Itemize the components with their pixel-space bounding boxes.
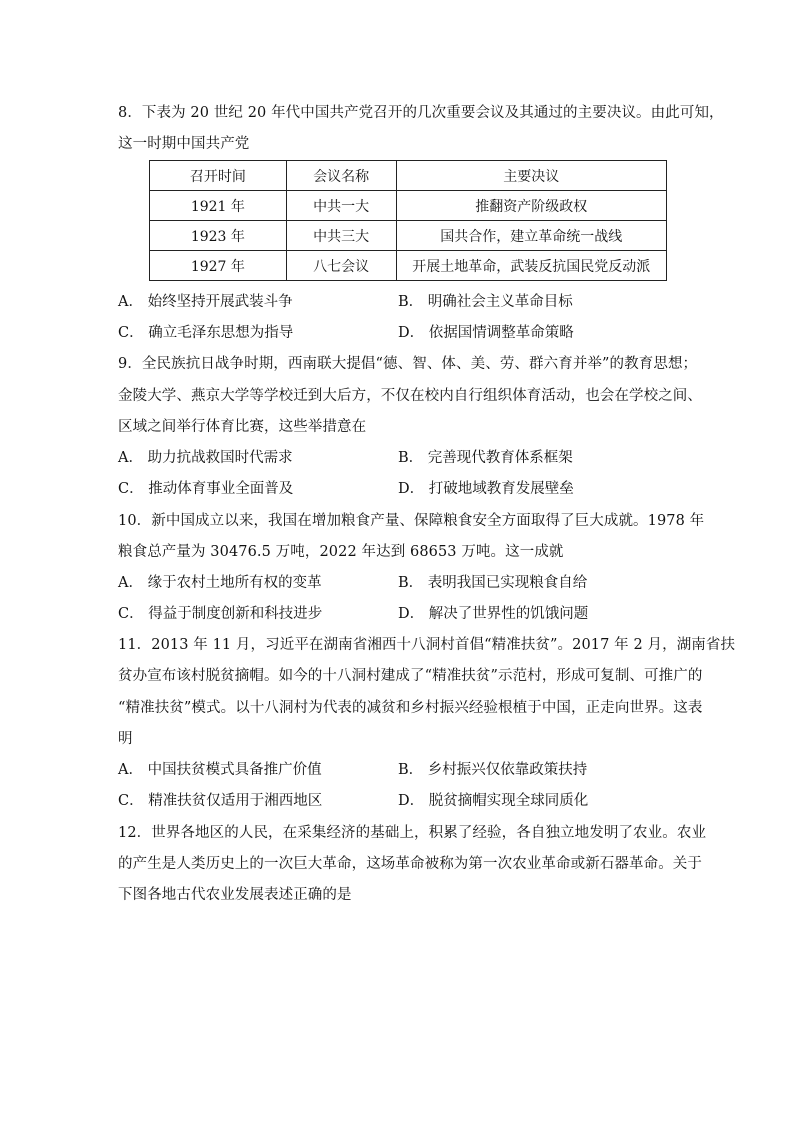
q8-option-c[interactable]: C． 确立毛泽东思想为指导	[118, 325, 294, 341]
q11-option-a[interactable]: A． 中国扶贫模式具备推广价值	[118, 762, 322, 778]
q11-option-d[interactable]: D． 脱贫摘帽实现全球同质化	[398, 793, 589, 809]
table-header-cell: 召开时间	[150, 161, 287, 191]
table-cell: 开展土地革命，武装反抗国民党反动派	[396, 251, 666, 281]
table-row	[150, 221, 667, 251]
q12-stem-line-2: 的产生是人类历史上的一次巨大革命，这场革命被称为第一次农业革命或新石器革命。关于	[118, 856, 702, 872]
table-cell: 中共三大	[286, 221, 396, 251]
table-cell: 推翻资产阶级政权	[396, 191, 666, 221]
q10-stem-line-2: 粮食总产量为 30476.5 万吨，2022 年达到 68653 万吨。这一成就	[118, 544, 564, 560]
q9-stem-line-1: 9．全民族抗日战争时期，西南联大提倡“德、智、体、美、劳、群六育并举”的教育思想；	[118, 356, 698, 372]
table-row	[150, 251, 667, 281]
q11-option-b[interactable]: B． 乡村振兴仅依靠政策扶持	[398, 762, 588, 778]
q8-option-d[interactable]: D． 依据国情调整革命策略	[398, 325, 574, 341]
q10-stem-line-1: 10．新中国成立以来，我国在增加粮食产量、保障粮食安全方面取得了巨大成就。1978 年	[118, 513, 705, 529]
table-cell: 1927 年	[150, 251, 287, 281]
q8-option-b[interactable]: B． 明确社会主义革命目标	[398, 294, 573, 310]
q11-option-c[interactable]: C． 精准扶贫仅适用于湘西地区	[118, 793, 323, 809]
q9-option-d[interactable]: D． 打破地域教育发展壁垒	[398, 481, 574, 497]
q12-stem-line-1: 12．世界各地区的人民，在采集经济的基础上，积累了经验，各自独立地发明了农业。农业	[118, 825, 707, 841]
q11-stem-line-4: 明	[118, 731, 133, 747]
q10-option-a[interactable]: A． 缘于农村土地所有权的变革	[118, 575, 322, 591]
table-cell: 中共一大	[286, 191, 396, 221]
table-cell: 国共合作，建立革命统一战线	[396, 221, 666, 251]
table-header-cell: 主要决议	[396, 161, 666, 191]
q8-meeting-table	[149, 160, 667, 281]
q8-stem-line-1: 8．下表为 20 世纪 20 年代中国共产党召开的几次重要会议及其通过的主要决议。由此可知，	[118, 105, 724, 121]
table-header-cell: 会议名称	[286, 161, 396, 191]
q11-stem-line-2: 贫办宣布该村脱贫摘帽。如今的十八洞村建成了“精准扶贫”示范村，形成可复制、可推广的	[118, 668, 703, 684]
table-cell: 1921 年	[150, 191, 287, 221]
table-row	[150, 191, 667, 221]
q9-option-a[interactable]: A． 助力抗战救国时代需求	[118, 450, 293, 466]
q9-option-b[interactable]: B． 完善现代教育体系框架	[398, 450, 573, 466]
q11-stem-line-3: “精准扶贫”模式。以十八洞村为代表的减贫和乡村振兴经验根植于中国，正走向世界。这表	[118, 700, 703, 716]
q12-stem-line-3: 下图各地古代农业发展表述正确的是	[118, 887, 352, 903]
table-cell: 八七会议	[286, 251, 396, 281]
q10-option-c[interactable]: C． 得益于制度创新和科技进步	[118, 606, 323, 622]
q9-option-c[interactable]: C． 推动体育事业全面普及	[118, 481, 294, 497]
q9-stem-line-3: 区域之间举行体育比赛，这些举措意在	[118, 419, 367, 435]
q8-stem-line-2: 这一时期中国共产党	[118, 136, 250, 152]
table-header-row	[150, 161, 667, 191]
q11-stem-line-1: 11．2013 年 11 月，习近平在湖南省湘西十八洞村首倡“精准扶贫”。2017 年 2 月，湖南省扶	[118, 637, 736, 653]
table-cell: 1923 年	[150, 221, 287, 251]
q10-option-d[interactable]: D． 解决了世界性的饥饿问题	[398, 606, 589, 622]
q9-stem-line-2: 金陵大学、燕京大学等学校迁到大后方，不仅在校内自行组织体育活动，也会在学校之间、	[118, 388, 702, 404]
q8-option-a[interactable]: A． 始终坚持开展武装斗争	[118, 294, 293, 310]
q10-option-b[interactable]: B． 表明我国已实现粮食自给	[398, 575, 588, 591]
